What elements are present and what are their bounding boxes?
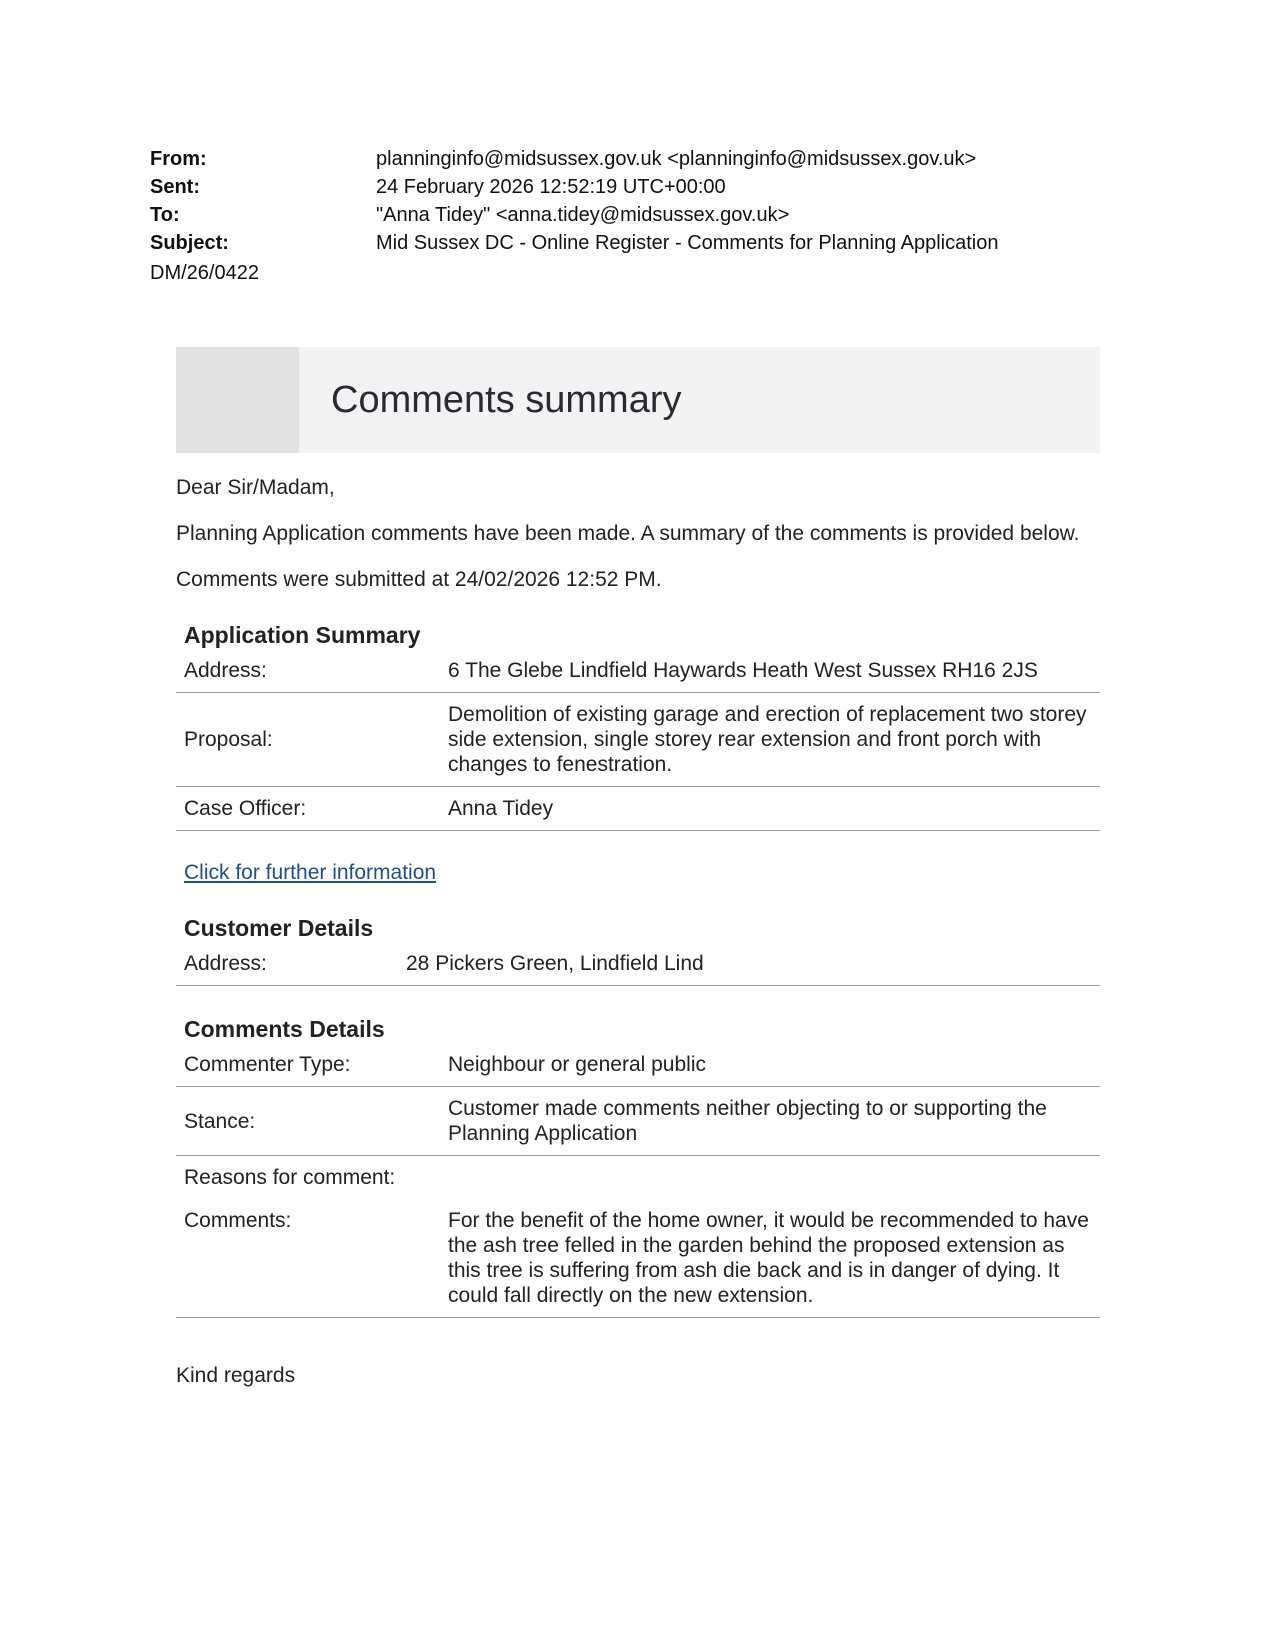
proposal-label: Proposal: — [176, 693, 440, 787]
banner-accent — [176, 347, 299, 453]
address-label: Address: — [176, 649, 440, 693]
comments-value: For the benefit of the home owner, it would be recommended to have the ash tree felled in the garden behind the proposed extension as this tree is suffering from ash die back and is in danger of dying. It could fall directly on the new extension. — [440, 1199, 1100, 1318]
customer-details-table — [176, 942, 1100, 986]
subject-value: Mid Sussex DC - Online Register - Comments for Planning Application — [376, 232, 999, 254]
application-summary-heading: Application Summary — [184, 622, 421, 648]
closing: Kind regards — [176, 1364, 296, 1387]
table-row — [176, 1156, 1100, 1200]
summary-banner — [176, 347, 1100, 453]
stance-label: Stance: — [176, 1087, 440, 1156]
table-row — [176, 693, 1100, 787]
subject-continuation: DM/26/0422 — [150, 262, 259, 284]
subject-label: Subject: — [150, 232, 229, 254]
table-row — [176, 649, 1100, 693]
stance-value: Customer made comments neither objecting to or supporting the Planning Application — [440, 1087, 1100, 1156]
from-value: planninginfo@midsussex.gov.uk <planninginfo@midsussex.gov.uk> — [376, 148, 977, 170]
greeting: Dear Sir/Madam, — [176, 476, 335, 499]
customer-address-label: Address: — [176, 942, 398, 986]
further-information-link[interactable]: Click for further information — [184, 861, 437, 884]
sent-label: Sent: — [150, 176, 200, 198]
table-row — [176, 1199, 1100, 1318]
customer-details-heading: Customer Details — [184, 915, 374, 941]
reasons-value — [440, 1156, 1100, 1200]
to-label: To: — [150, 204, 180, 226]
commenter-type-value: Neighbour or general public — [440, 1043, 1100, 1087]
table-row — [176, 942, 1100, 986]
case-officer-value: Anna Tidey — [440, 787, 1100, 831]
address-value: 6 The Glebe Lindfield Haywards Heath West Sussex RH16 2JS — [440, 649, 1100, 693]
table-row — [176, 787, 1100, 831]
customer-address-value: 28 Pickers Green, Lindfield Lind — [398, 942, 1100, 986]
table-row — [176, 1087, 1100, 1156]
reasons-label: Reasons for comment: — [184, 1166, 396, 1189]
sent-value: 24 February 2026 12:52:19 UTC+00:00 — [376, 176, 726, 198]
proposal-value: Demolition of existing garage and erection of replacement two storey side extension, single storey rear extension and front porch with changes to fenestration. — [440, 693, 1100, 787]
email-body — [176, 347, 1100, 1388]
commenter-type-label: Commenter Type: — [176, 1043, 440, 1087]
intro-text: Planning Application comments have been made. A summary of the comments is provided below. — [176, 522, 1080, 545]
table-row — [176, 1043, 1100, 1087]
submitted-text: Comments were submitted at 24/02/2026 12:52 PM. — [176, 568, 662, 591]
comments-label: Comments: — [176, 1199, 440, 1318]
application-summary-table — [176, 649, 1100, 831]
comments-details-table — [176, 1043, 1100, 1318]
case-officer-label: Case Officer: — [176, 787, 440, 831]
banner-title: Comments summary — [331, 379, 682, 421]
from-label: From: — [150, 148, 207, 170]
to-value: "Anna Tidey" <anna.tidey@midsussex.gov.uk> — [376, 204, 790, 226]
comments-details-heading: Comments Details — [184, 1016, 385, 1042]
